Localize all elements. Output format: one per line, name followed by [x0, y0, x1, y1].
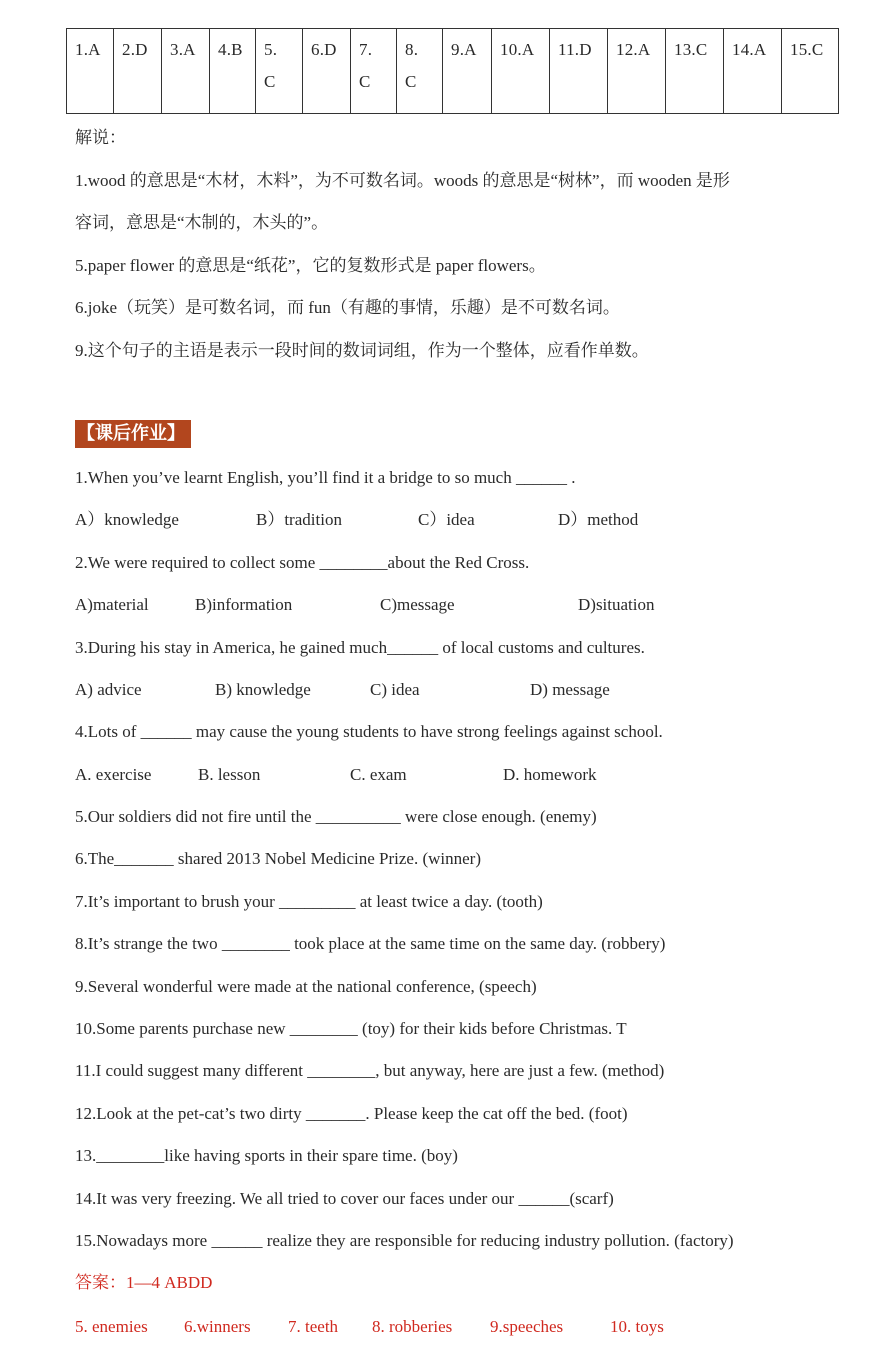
answer-cell-text: 3.A — [170, 40, 196, 59]
q1-option-d: D）method — [558, 510, 639, 529]
answer-item: 9.speeches — [490, 1317, 564, 1336]
answer-cell — [114, 29, 162, 114]
q1-option-b: B）tradition — [256, 510, 342, 529]
answer-cell-text: 2.D — [122, 40, 148, 59]
answer-cell-text: 4.B — [218, 40, 243, 59]
answer-cell — [256, 29, 303, 114]
answer-item: 10. toys — [610, 1317, 664, 1336]
explanation-line: 5.paper flower 的意思是“纸花”，它的复数形式是 paper flowers。 — [75, 256, 546, 275]
q1-option-c: C）idea — [418, 510, 475, 529]
answer-table — [66, 28, 839, 114]
q2-option-b: B)information — [195, 595, 293, 614]
q3-option-d: D) message — [530, 680, 610, 699]
q2-option-c: C)message — [380, 595, 455, 614]
answer-cell — [67, 29, 114, 114]
answer-cell — [210, 29, 256, 114]
question-8: 8.It’s strange the two ________ took place at the same time on the same day. (robbery) — [75, 934, 666, 953]
answer-cell-text: 7. — [359, 40, 373, 59]
explanation-line: 6.joke（玩笑）是可数名词，而 fun（有趣的事情，乐趣）是不可数名词。 — [75, 298, 620, 317]
answer-item: 6.winners — [184, 1317, 251, 1336]
q4-option-b: B. lesson — [198, 765, 261, 784]
explanation-line: 容词，意思是“木制的，木头的”。 — [75, 213, 329, 232]
answer-cell — [550, 29, 608, 114]
answer-cell — [162, 29, 210, 114]
q4-option-c: C. exam — [350, 765, 407, 784]
question-15: 15.Nowadays more ______ realize they are responsible for reducing industry pollution. (factory) — [75, 1231, 734, 1250]
q2-option-a: A)material — [75, 595, 149, 614]
q3-option-b: B) knowledge — [215, 680, 311, 699]
answer-cell-text: 9.A — [451, 40, 477, 59]
answer-cell — [492, 29, 550, 114]
answer-row — [67, 29, 839, 114]
question-14: 14.It was very freezing. We all tried to cover our faces under our ______(scarf) — [75, 1189, 614, 1208]
answer-cell — [724, 29, 782, 114]
q2-option-d: D)situation — [578, 595, 655, 614]
answer-cell-text: 1.A — [75, 40, 101, 59]
answer-cell-text: 6.D — [311, 40, 337, 59]
explanation-title: 解说： — [75, 128, 126, 147]
question-4: 4.Lots of ______ may cause the young students to have strong feelings against school. — [75, 722, 663, 741]
answer-cell — [351, 29, 397, 114]
question-2: 2.We were required to collect some ________about the Red Cross. — [75, 553, 530, 572]
answer-cell-text: 12.A — [616, 40, 651, 59]
explanation-line: 9.这个句子的主语是表示一段时间的数词词组，作为一个整体，应看作单数。 — [75, 341, 649, 360]
answer-item: 5. enemies — [75, 1317, 148, 1336]
q4-option-d: D. homework — [503, 765, 597, 784]
answer-cell — [608, 29, 666, 114]
answer-cell-text: 15.C — [790, 40, 824, 59]
question-7: 7.It’s important to brush your _________ at least twice a day. (tooth) — [75, 892, 543, 911]
answer-item: 7. teeth — [288, 1317, 339, 1336]
question-9: 9.Several wonderful were made at the national conference, (speech) — [75, 977, 537, 996]
q3-option-a: A) advice — [75, 680, 142, 699]
answer-cell — [782, 29, 839, 114]
answer-cell-text-2: C — [264, 72, 276, 91]
answers-line: 答案：1—4 ABDD — [75, 1273, 213, 1292]
q1-option-a: A）knowledge — [75, 510, 179, 529]
q4-option-a: A. exercise — [75, 765, 152, 784]
answer-cell-text: 13.C — [674, 40, 708, 59]
answer-cell — [397, 29, 443, 114]
question-13: 13.________like having sports in their spare time. (boy) — [75, 1146, 458, 1165]
q3-option-c: C) idea — [370, 680, 420, 699]
question-6: 6.The_______ shared 2013 Nobel Medicine Prize. (winner) — [75, 849, 481, 868]
answer-cell-text: 14.A — [732, 40, 767, 59]
homework-heading: 【课后作业】 — [75, 420, 191, 448]
answer-cell-text-2: C — [359, 72, 371, 91]
answer-cell-text-2: C — [405, 72, 417, 91]
question-1: 1.When you’ve learnt English, you’ll find it a bridge to so much ______ . — [75, 468, 576, 487]
question-11: 11.I could suggest many different ________, but anyway, here are just a few. (method) — [75, 1061, 665, 1080]
answer-cell — [443, 29, 492, 114]
answer-cell-text: 5. — [264, 40, 278, 59]
answer-item: 8. robberies — [372, 1317, 453, 1336]
question-5: 5.Our soldiers did not fire until the __________ were close enough. (enemy) — [75, 807, 597, 826]
question-3: 3.During his stay in America, he gained much______ of local customs and cultures. — [75, 638, 645, 657]
answer-cell-text: 11.D — [558, 40, 592, 59]
answer-cell — [666, 29, 724, 114]
answer-cell — [303, 29, 351, 114]
question-10: 10.Some parents purchase new ________ (toy) for their kids before Christmas. T — [75, 1019, 627, 1038]
explanation-line: 1.wood 的意思是“木材，木料”，为不可数名词。woods 的意思是“树林”，而 wooden 是形 — [75, 171, 730, 190]
question-12: 12.Look at the pet-cat’s two dirty _______. Please keep the cat off the bed. (foot) — [75, 1104, 628, 1123]
answer-cell-text: 10.A — [500, 40, 535, 59]
answer-cell-text: 8. — [405, 40, 419, 59]
